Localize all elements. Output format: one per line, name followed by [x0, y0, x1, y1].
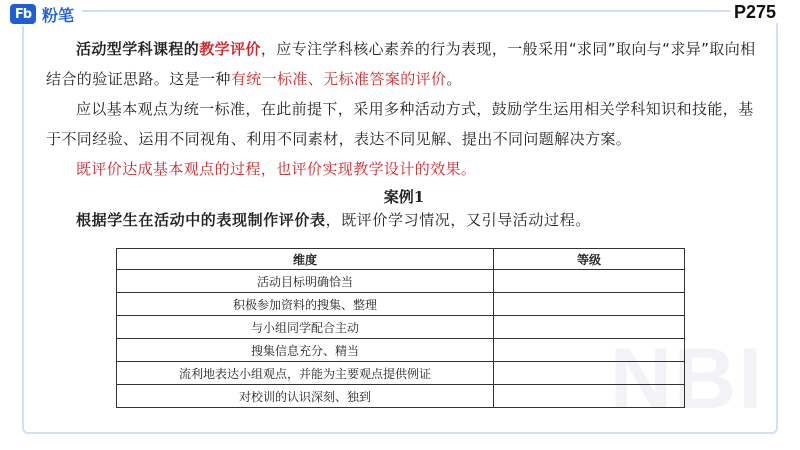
grade-cell	[494, 385, 685, 408]
grade-cell	[494, 270, 685, 293]
dimension-cell: 对校训的认识深刻、独到	[117, 385, 494, 408]
table-row	[117, 316, 685, 339]
header-dimension: 维度	[117, 249, 494, 270]
p1-body: ，应专注学科核心素养的行为表现，一般采用“求同”取向与“求异”取向相结合的验证思路。这是一种	[46, 40, 756, 88]
logo-mark-icon: Fb	[10, 4, 36, 24]
grade-cell	[494, 293, 685, 316]
p1-lead: 活动型学科课程的	[76, 40, 200, 58]
evaluation-table	[116, 248, 685, 408]
grade-cell	[494, 316, 685, 339]
dimension-cell: 流利地表达小组观点，并能为主要观点提供例证	[117, 362, 494, 385]
case-desc-bold: 根据学生在活动中的表现制作评价表	[76, 211, 326, 229]
table-row	[117, 293, 685, 316]
dimension-cell: 搜集信息充分、精当	[117, 339, 494, 362]
grade-cell	[494, 362, 685, 385]
slide-content	[46, 34, 762, 232]
brand-logo	[10, 2, 82, 26]
case-title: 案例1	[383, 188, 425, 206]
paragraph-3: 既评价达成基本观点的过程，也评价实现教学设计的效果。	[76, 160, 477, 178]
p1-key-term: 教学评价	[199, 40, 261, 58]
case-description	[76, 208, 762, 232]
logo-text: 粉笔	[42, 5, 75, 25]
dimension-cell: 活动目标明确恰当	[117, 270, 494, 293]
dimension-cell: 与小组同学配合主动	[117, 316, 494, 339]
p1-end: 。	[446, 70, 462, 88]
page-number: P275	[730, 2, 780, 23]
table-row	[117, 270, 685, 293]
table-header-row	[117, 249, 685, 270]
watermark: NBI	[609, 331, 764, 427]
p1-highlight: 有统一标准、无标准答案的评价	[230, 70, 447, 88]
table-row	[117, 339, 685, 362]
dimension-cell: 积极参加资料的搜集、整理	[117, 293, 494, 316]
paragraph-2: 应以基本观点为统一标准，在此前提下，采用多种活动方式，鼓励学生运用相关学科知识和技能，基于不同经验、运用不同视角、利用不同素材，表达不同见解、提出不同问题解决方案。	[46, 100, 754, 148]
table-row	[117, 362, 685, 385]
case-desc-rest: ，既评价学习情况，又引导活动过程。	[325, 211, 591, 229]
table-row	[117, 385, 685, 408]
header-grade: 等级	[494, 249, 685, 270]
paragraph-1	[46, 34, 762, 94]
grade-cell	[494, 339, 685, 362]
